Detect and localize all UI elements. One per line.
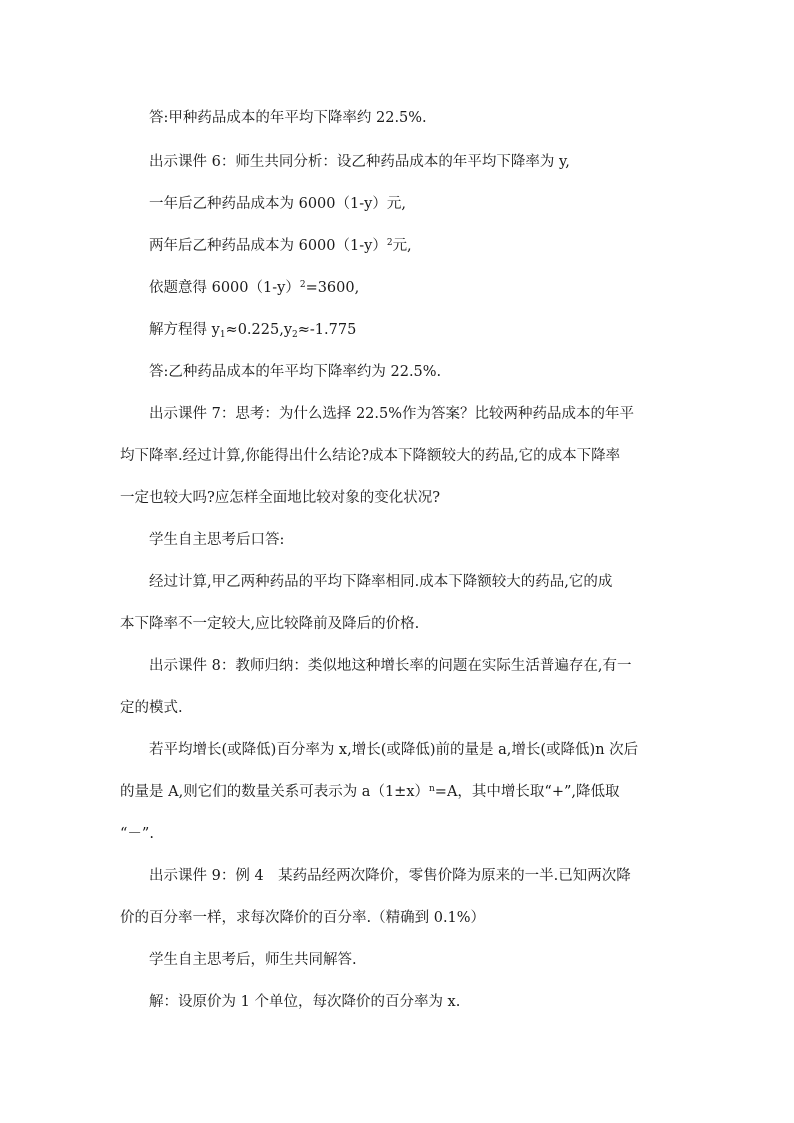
formula-text: 的量是 A,则它们的数量关系可表示为 a（1±x） bbox=[120, 784, 429, 800]
example-4-line1: 出示课件 9：例 4 某药品经两次降价，零售价降为原来的一半.已知两次降 bbox=[149, 868, 631, 884]
exponent: 2 bbox=[386, 238, 393, 248]
equation-right: =3600, bbox=[305, 280, 360, 296]
courseware-8-line1: 出示课件 8：教师归纳：类似地这种增长率的问题在实际生活普遍存在,有一 bbox=[149, 658, 632, 674]
two-year-cost bbox=[149, 236, 684, 256]
formula-text: =A，其中增长取“+”,降低取 bbox=[434, 784, 620, 800]
student-answer-line1: 经过计算,甲乙两种药品的平均下降率相同.成本下降额较大的药品,它的成 bbox=[149, 574, 613, 590]
student-answer-intro: 学生自主思考后口答: bbox=[149, 532, 285, 548]
example-4-line2: 价的百分率一样，求每次降价的百分率.（精确到 0.1%） bbox=[120, 910, 486, 926]
formula-line3: “－”. bbox=[120, 826, 154, 842]
solution-part: ≈-1.775 bbox=[297, 322, 357, 338]
joint-solution: 学生自主思考后，师生共同解答. bbox=[149, 952, 357, 968]
student-answer-line2: 本下降率不一定较大,应比较降前及降后的价格. bbox=[120, 616, 420, 632]
solution-part: ≈0.225,y bbox=[225, 322, 293, 338]
subscript: 2 bbox=[292, 330, 298, 340]
courseware-7-line2: 均下降率.经过计算,你能得出什么结论?成本下降额较大的药品,它的成本下降率 bbox=[120, 448, 621, 464]
solution-part: 解方程得 y bbox=[149, 322, 220, 338]
formula-line2 bbox=[120, 782, 684, 802]
exponent: 2 bbox=[299, 280, 306, 290]
one-year-cost: 一年后乙种药品成本为 6000（1-y）元, bbox=[149, 196, 406, 212]
courseware-7-line1: 出示课件 7：思考：为什么选择 22.5%作为答案？比较两种药品成本的年平 bbox=[149, 406, 635, 422]
equation bbox=[149, 278, 684, 298]
two-year-cost-unit: 元, bbox=[392, 238, 412, 254]
courseware-7-line3: 一定也较大吗?应怎样全面地比较对象的变化状况? bbox=[120, 490, 441, 506]
solution-setup: 解：设原价为 1 个单位，每次降价的百分率为 x. bbox=[149, 994, 461, 1010]
solution bbox=[149, 320, 684, 340]
answer-jia: 答:甲种药品成本的年平均下降率约 22.5%. bbox=[149, 110, 427, 126]
two-year-cost-text: 两年后乙种药品成本为 6000（1-y） bbox=[149, 238, 387, 254]
exponent: n bbox=[429, 784, 435, 794]
equation-left: 依题意得 6000（1-y） bbox=[149, 280, 300, 296]
subscript: 1 bbox=[219, 330, 226, 340]
formula-line1: 若平均增长(或降低)百分率为 x,增长(或降低)前的量是 a,增长(或降低)n 次后 bbox=[149, 742, 639, 758]
courseware-6-analysis: 出示课件 6：师生共同分析：设乙种药品成本的年平均下降率为 y, bbox=[149, 154, 570, 170]
answer-yi: 答:乙种药品成本的年平均下降率约为 22.5%. bbox=[149, 364, 442, 380]
courseware-8-line2: 定的模式. bbox=[120, 700, 183, 716]
